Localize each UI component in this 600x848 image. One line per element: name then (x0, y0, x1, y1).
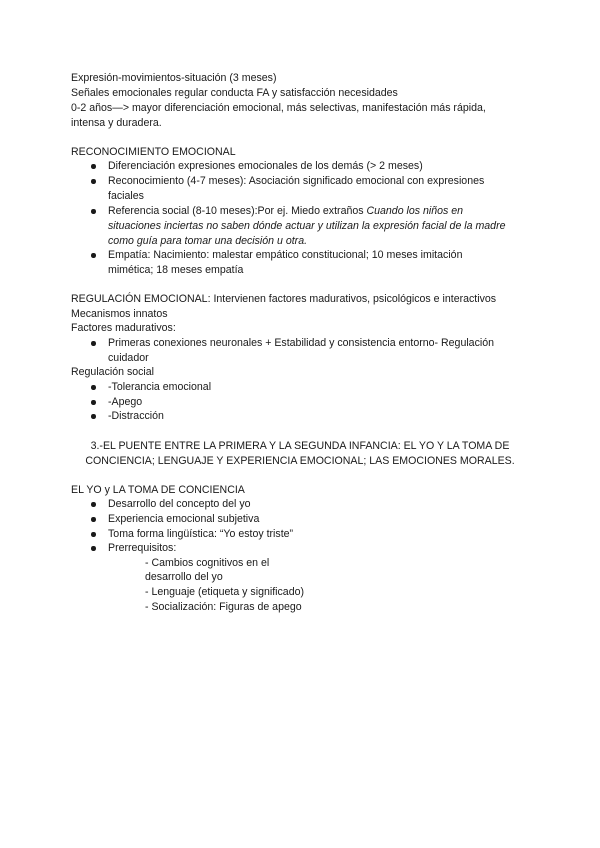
yo-bullet-4: Prerrequisitos: (108, 542, 177, 554)
section-heading-yo: EL YO y LA TOMA DE CONCIENCIA (71, 484, 245, 496)
reconocimiento-bullet-4-line-2: mimética; 18 meses empatía (108, 264, 244, 276)
prerrequisito-2: - Lenguaje (etiqueta y significado) (145, 586, 305, 598)
section-3-title-line-2: CONCIENCIA; LENGUAJE Y EXPERIENCIA EMOCIONAL; LAS EMOCIONES MORALES. (85, 455, 515, 467)
bullet-icon (91, 517, 96, 522)
bullet-icon (91, 400, 96, 405)
reconocimiento-bullet-3-line-1 (108, 204, 463, 219)
yo-bullet-1: Desarrollo del concepto del yo (108, 498, 251, 510)
bullet-icon (91, 532, 96, 537)
bullet-icon (91, 253, 96, 258)
referencia-social-italic: Cuando los niños en (366, 205, 464, 217)
bullet-icon (91, 414, 96, 419)
referencia-social-text: Referencia social (8-10 meses):Por ej. Miedo extraños (108, 205, 367, 217)
intro-line-2: Señales emocionales regular conducta FA y satisfacción necesidades (71, 87, 398, 99)
social-bullet-2: -Apego (108, 396, 143, 408)
bullet-icon (91, 209, 96, 214)
prerrequisito-3: - Socialización: Figuras de apego (145, 601, 302, 613)
reconocimiento-bullet-2-line-2: faciales (108, 190, 144, 202)
bullet-icon (91, 341, 96, 346)
reconocimiento-bullet-4-line-1: Empatía: Nacimiento: malestar empático constitucional; 10 meses imitación (108, 249, 463, 261)
section-3-title-line-1: 3.-EL PUENTE ENTRE LA PRIMERA Y LA SEGUNDA INFANCIA: EL YO Y LA TOMA DE (90, 440, 510, 452)
bullet-icon (91, 164, 96, 169)
factores-madurativos: Factores madurativos: (71, 322, 176, 334)
mecanismos-innatos: Mecanismos innatos (71, 308, 168, 320)
regulacion-social: Regulación social (71, 366, 155, 378)
yo-bullet-2: Experiencia emocional subjetiva (108, 513, 260, 525)
bullet-icon (91, 546, 96, 551)
reconocimiento-bullet-3-line-2: situaciones inciertas no saben dónde actuar y utilizan la expresión facial de la madre (108, 220, 506, 232)
bullet-icon (91, 179, 96, 184)
bullet-icon (91, 385, 96, 390)
intro-line-4: intensa y duradera. (71, 117, 162, 129)
reconocimiento-bullet-1: Diferenciación expresiones emocionales de los demás (> 2 meses) (108, 160, 423, 172)
factores-bullet-1-line-1: Primeras conexiones neuronales + Estabilidad y consistencia entorno- Regulación (108, 337, 495, 349)
prerrequisito-1-line-1: - Cambios cognitivos en el (145, 557, 270, 569)
reconocimiento-bullet-2-line-1: Reconocimiento (4-7 meses): Asociación significado emocional con expresiones (108, 175, 485, 187)
yo-bullet-3: Toma forma lingüística: “Yo estoy triste” (108, 528, 294, 540)
social-bullet-3: -Distracción (108, 410, 164, 422)
bullet-icon (91, 502, 96, 507)
prerrequisito-1-line-2: desarrollo del yo (145, 571, 223, 583)
reconocimiento-bullet-3-line-3: como guía para tomar una decisión u otra. (108, 235, 308, 247)
section-heading-regulacion: REGULACIÓN EMOCIONAL: Intervienen factores madurativos, psicológicos e interactivos (71, 293, 497, 305)
intro-line-1: Expresión-movimientos-situación (3 meses) (71, 72, 277, 84)
intro-line-3: 0-2 años—> mayor diferenciación emocional, más selectivas, manifestación más rápida, (71, 102, 486, 114)
social-bullet-1: -Tolerancia emocional (108, 381, 212, 393)
factores-bullet-1-line-2: cuidador (108, 352, 149, 364)
section-heading-reconocimiento: RECONOCIMIENTO EMOCIONAL (71, 146, 236, 158)
